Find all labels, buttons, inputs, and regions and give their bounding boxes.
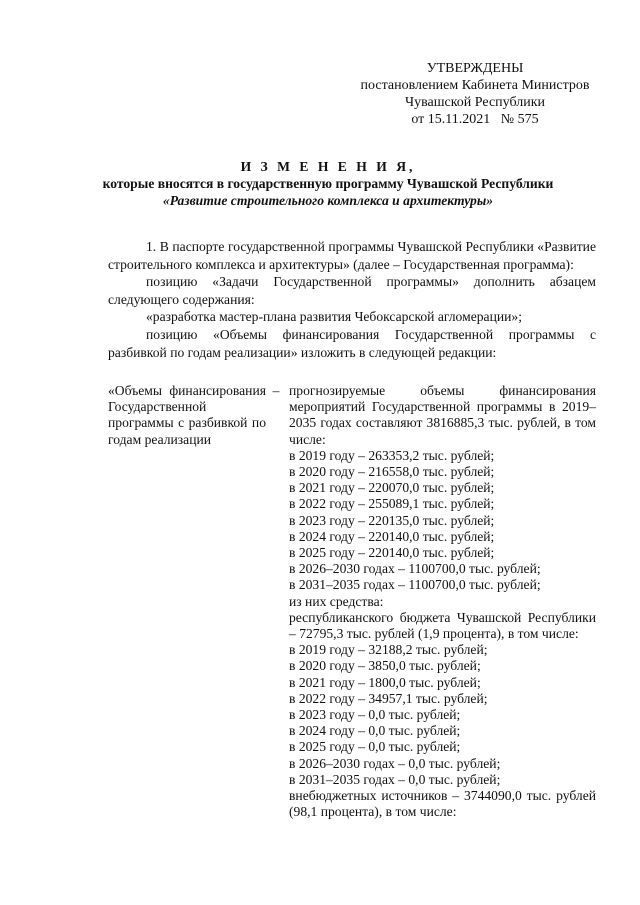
program-name: «Развитие строительного комплекса и архитектуры» [162,193,494,208]
document-title [60,158,596,209]
year-line: в 2020 году – 3850,0 тыс. рублей; [289,658,481,674]
year-line: в 2025 году – 0,0 тыс. рублей; [289,739,461,755]
paragraph: позицию «Задачи Государственной программы» дополнить абзацем следующего содержания: [108,274,596,307]
republic-budget: республиканского бюджета Чувашской Республики – 72795,3 тыс. рублей (1,9 процента), в том числе: [289,609,596,642]
year-line: в 2024 году – 0,0 тыс. рублей; [289,723,461,739]
year-line: в 2022 году – 255089,1 тыс. рублей; [289,496,495,512]
year-line: в 2021 году – 1800,0 тыс. рублей; [289,674,481,690]
year-line: в 2026–2030 годах – 1100700,0 тыс. рублей; [289,561,541,577]
year-line: в 2022 году – 34957,1 тыс. рублей; [289,690,488,706]
approval-date: от 15.11.2021 № 575 [411,112,539,127]
approval-stamp [340,60,610,128]
approval-line: УТВЕРЖДЕНЫ [426,61,524,76]
total-financing: прогнозируемые объемы финансирования мероприятий Государственной программы в 2019–2035 годах составляют 3816885,3 тыс. рублей, в том числе: [289,383,596,447]
approval-line: постановлением Кабинета Министров [360,78,590,93]
year-line: в 2031–2035 годах – 0,0 тыс. рублей; [289,771,501,787]
paragraph: «разработка мастер-плана развития Чебоксарской агломерации»; [146,309,522,325]
title-line: которые вносятся в государственную программу Чувашской Республики [102,176,554,191]
position-dash: – [272,383,280,398]
year-line: в 2031–2035 годах – 1100700,0 тыс. рублей; [289,577,541,593]
year-line: в 2019 году – 263353,2 тыс. рублей; [289,447,495,463]
offbudget-sources: внебюджетных источников – 3744090,0 тыс. рублей (98,1 процента), в том числе: [289,788,596,820]
year-line: в 2023 году – 220135,0 тыс. рублей; [289,512,495,528]
year-line: в 2026–2030 годах – 0,0 тыс. рублей; [289,755,501,771]
year-line: в 2023 году – 0,0 тыс. рублей; [289,707,461,723]
year-line: в 2019 году – 32188,2 тыс. рублей; [289,642,488,658]
year-line: в 2021 году – 220070,0 тыс. рублей; [289,480,495,496]
year-line: в 2025 году – 220140,0 тыс. рублей; [289,545,495,561]
year-line: в 2024 году – 220140,0 тыс. рублей; [289,528,495,544]
paragraph: 1. В паспорте государственной программы Чувашской Республики «Развитие строительного комплекса и архитектуры» (далее – Государственная программа): [108,239,596,272]
position-content [289,383,596,820]
position-label: «Объемы финансирования Государственной программы с разбивкой по годам реализации [108,383,266,447]
approval-line: Чувашской Республики [404,95,546,110]
paragraph: позицию «Объемы финансирования Государственной программы с разбивкой по годам реализации» изложить в следующей редакции: [108,326,596,360]
year-line: в 2020 году – 216558,0 тыс. рублей; [289,464,495,480]
intro-section [108,238,596,361]
sources-label: из них средства: [289,593,384,609]
title-main: И З М Е Н Е Н И Я, [240,159,416,174]
